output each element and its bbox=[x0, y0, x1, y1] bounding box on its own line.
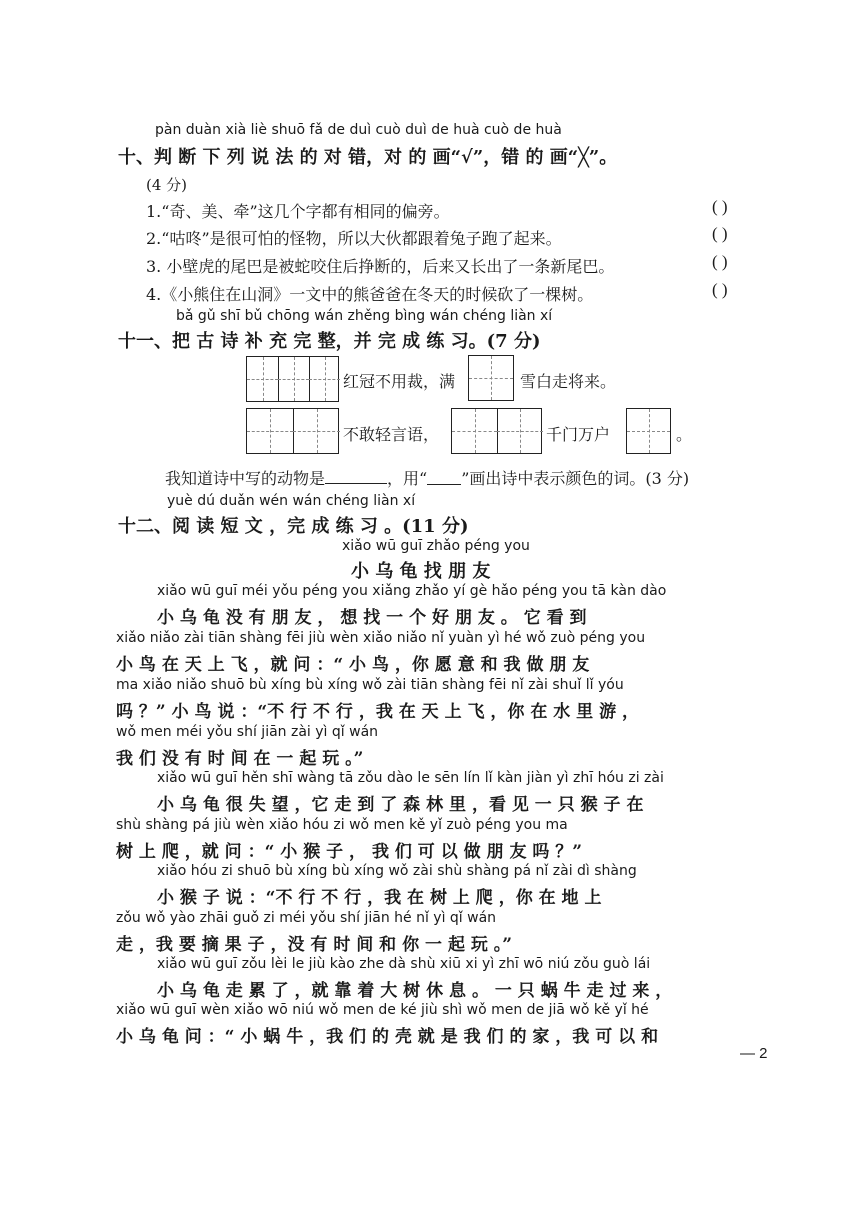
story-line-1: 小 乌 龟 没 有 朋 友 ， 想 找 一 个 好 朋 友 。 它 看 到 bbox=[157, 608, 587, 628]
story-line-6: 树 上 爬 ，就 问 ：“ 小 猴 子 ， 我 们 可 以 做 朋 友 吗 ？” bbox=[116, 842, 583, 862]
answer-paren-1[interactable]: ( ) bbox=[712, 197, 728, 216]
story-line-2: 小 鸟 在 天 上 飞 ，就 问 ：“ 小 鸟 ，你 愿 意 和 我 做 朋 友 bbox=[116, 655, 590, 675]
poem-line2-text2: 千门万户 bbox=[546, 425, 611, 444]
answer-paren-2[interactable]: ( ) bbox=[712, 224, 728, 243]
poem-line2-end: 。 bbox=[676, 425, 693, 444]
question-part-b: ，用“ bbox=[387, 469, 428, 488]
section10-title: 十、判 断 下 列 说 法 的 对 错，对 的 画“√”，错 的 画“╳”。 bbox=[118, 147, 618, 168]
poem-box-1char-2[interactable] bbox=[626, 408, 671, 454]
animal-answer-blank[interactable] bbox=[325, 469, 387, 484]
story-line-8-pinyin: zǒu wǒ yào zhāi guǒ zi méi yǒu shí jiān hé nǐ yì qǐ wán bbox=[116, 910, 497, 926]
story-line-5: 小 乌 龟 很 失 望 ，它 走 到 了 森 林 里 ，看 见 一 只 猴 子 在 bbox=[157, 795, 644, 815]
section11-pinyin: bǎ gǔ shī bǔ chōng wán zhěng bìng wán chéng liàn xí bbox=[176, 308, 553, 324]
story-line-10-pinyin: xiǎo wū guī wèn xiǎo wō niú wǒ men de ké jiù shì wǒ men de jiā wǒ kě yǐ hé bbox=[116, 1002, 649, 1018]
story-title-pinyin: xiǎo wū guī zhǎo péng you bbox=[342, 538, 530, 554]
story-line-10: 小 乌 龟 问 ：“ 小 蜗 牛 ，我 们 的 壳 就 是 我 们 的 家 ，我 可 以 和 bbox=[116, 1027, 659, 1047]
judge-item-1: 1.“奇、美、牵”这几个字都有相同的偏旁。 bbox=[146, 202, 450, 221]
page-number: — 2 bbox=[740, 1045, 768, 1062]
story-line-2-pinyin: xiǎo niǎo zài tiān shàng fēi jiù wèn xiǎo niǎo nǐ yuàn yì hé wǒ zuò péng you bbox=[116, 630, 646, 646]
story-line-3-pinyin: ma xiǎo niǎo shuō bù xíng bù xíng wǒ zài tiān shàng fēi nǐ zài shuǐ lǐ yóu bbox=[116, 677, 624, 693]
story-line-7: 小 猴 子 说 ：“不 行 不 行 ，我 在 树 上 爬 ，你 在 地 上 bbox=[157, 888, 602, 908]
story-line-9-pinyin: xiǎo wū guī zǒu lèi le jiù kào zhe dà shù xiū xi yì zhī wō niú zǒu guò lái bbox=[157, 956, 651, 972]
poem-question bbox=[165, 466, 689, 489]
section10-pinyin: pàn duàn xià liè shuō fǎ de duì cuò duì de huà cuò de huà bbox=[155, 122, 562, 138]
poem-box-2char[interactable] bbox=[451, 408, 542, 454]
judge-item-3: 3. 小壁虎的尾巴是被蛇咬住后挣断的，后来又长出了一条新尾巴。 bbox=[146, 257, 615, 276]
question-part-a: 我知道诗中写的动物是 bbox=[165, 469, 326, 488]
poem-box-3char-2[interactable] bbox=[246, 408, 339, 454]
poem-line1-text2: 雪白走将来。 bbox=[520, 372, 617, 391]
story-line-6-pinyin: shù shàng pá jiù wèn xiǎo hóu zi wǒ men kě yǐ zuò péng you ma bbox=[116, 817, 568, 833]
poem-box-3char-1[interactable] bbox=[246, 356, 339, 402]
underline-mark bbox=[427, 475, 461, 485]
judge-item-4: 4.《小熊住在山洞》一文中的熊爸爸在冬天的时候砍了一棵树。 bbox=[146, 285, 594, 304]
story-line-4-pinyin: wǒ men méi yǒu shí jiān zài yì qǐ wán bbox=[116, 724, 379, 740]
story-line-8: 走 ，我 要 摘 果 子 ，没 有 时 间 和 你 一 起 玩 。” bbox=[116, 935, 513, 955]
poem-line2-text: 不敢轻言语， bbox=[343, 425, 440, 444]
story-line-1-pinyin: xiǎo wū guī méi yǒu péng you xiǎng zhǎo yí gè hǎo péng you tā kàn dào bbox=[157, 583, 667, 599]
poem-box-1char-1[interactable] bbox=[468, 355, 514, 401]
story-line-5-pinyin: xiǎo wū guī hěn shī wàng tā zǒu dào le sēn lín lǐ kàn jiàn yì zhī hóu zi zài bbox=[157, 770, 664, 786]
section12-pinyin: yuè dú duǎn wén wán chéng liàn xí bbox=[167, 493, 416, 509]
story-line-9: 小 乌 龟 走 累 了 ，就 靠 着 大 树 休 息 。 一 只 蜗 牛 走 过 来 ， bbox=[157, 981, 673, 1001]
judge-item-2: 2.“咕咚”是很可怕的怪物，所以大伙都跟着兔子跑了起来。 bbox=[146, 229, 562, 248]
section12-title: 十二、阅 读 短 文 ，完 成 练 习 。(11 分) bbox=[118, 516, 469, 537]
story-line-7-pinyin: xiǎo hóu zi shuō bù xíng bù xíng wǒ zài shù shàng pá nǐ zài dì shàng bbox=[157, 863, 637, 879]
section10-score: (4 分) bbox=[146, 176, 188, 194]
section11-title: 十一、把 古 诗 补 充 完 整，并 完 成 练 习。(7 分) bbox=[118, 331, 541, 352]
story-line-4: 我 们 没 有 时 间 在 一 起 玩 。” bbox=[116, 749, 364, 769]
story-line-3: 吗 ？” 小 鸟 说 ：“不 行 不 行 ，我 在 天 上 飞 ，你 在 水 里 游 ， bbox=[116, 702, 640, 722]
question-part-c: ”画出诗中表示颜色的词。(3 分) bbox=[461, 469, 690, 488]
answer-paren-4[interactable]: ( ) bbox=[712, 280, 728, 299]
poem-line1-text: 红冠不用裁，满 bbox=[343, 372, 456, 391]
answer-paren-3[interactable]: ( ) bbox=[712, 252, 728, 271]
story-title: 小 乌 龟 找 朋 友 bbox=[351, 561, 491, 582]
